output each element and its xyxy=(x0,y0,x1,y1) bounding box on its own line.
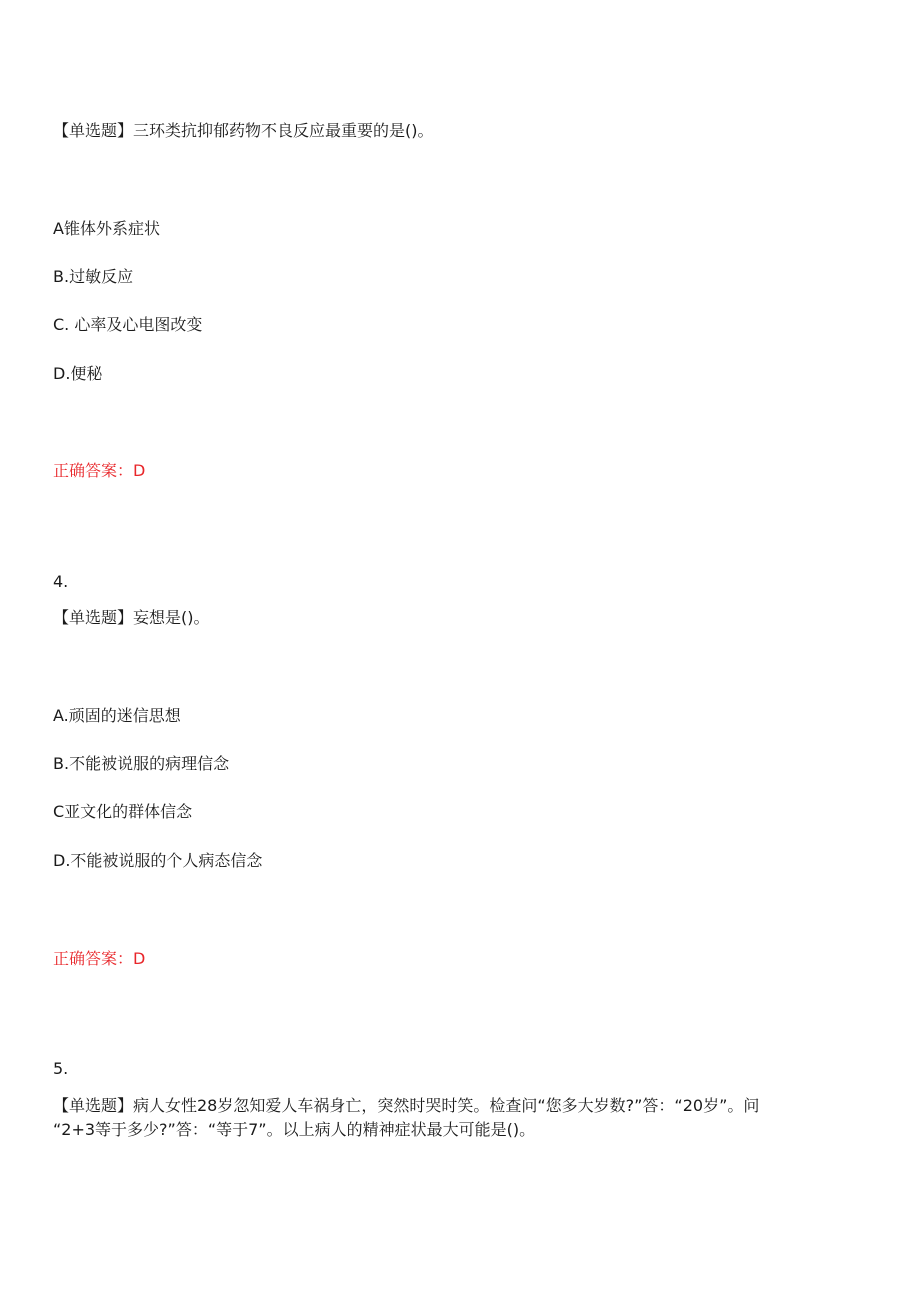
option-c: C亚文化的群体信念 xyxy=(53,802,193,821)
question-stem: 【单选题】妄想是()。 xyxy=(53,608,210,627)
question-stem: 【单选题】三环类抗抑郁药物不良反应最重要的是()。 xyxy=(53,121,434,140)
correct-answer: 正确答案：D xyxy=(53,461,146,480)
question-stem-line-2: “2+3等于多少?”答：“等于7”。以上病人的精神症状最大可能是()。 xyxy=(53,1120,536,1139)
option-d: D.不能被说服的个人病态信念 xyxy=(53,851,263,870)
option-c: C. 心率及心电图改变 xyxy=(53,315,203,334)
option-a: A.顽固的迷信思想 xyxy=(53,706,181,725)
question-stem-line-1: 【单选题】病人女性28岁忽知爱人车祸身亡，突然时哭时笑。检查问“您多大岁数?”答：“20岁”。问 xyxy=(53,1096,760,1115)
correct-answer: 正确答案：D xyxy=(53,949,146,968)
question-number: 5. xyxy=(53,1059,69,1078)
option-a: A锥体外系症状 xyxy=(53,219,160,238)
option-d: D.便秘 xyxy=(53,364,103,383)
question-number: 4. xyxy=(53,572,69,591)
option-b: B.不能被说服的病理信念 xyxy=(53,754,230,773)
option-b: B.过敏反应 xyxy=(53,267,134,286)
